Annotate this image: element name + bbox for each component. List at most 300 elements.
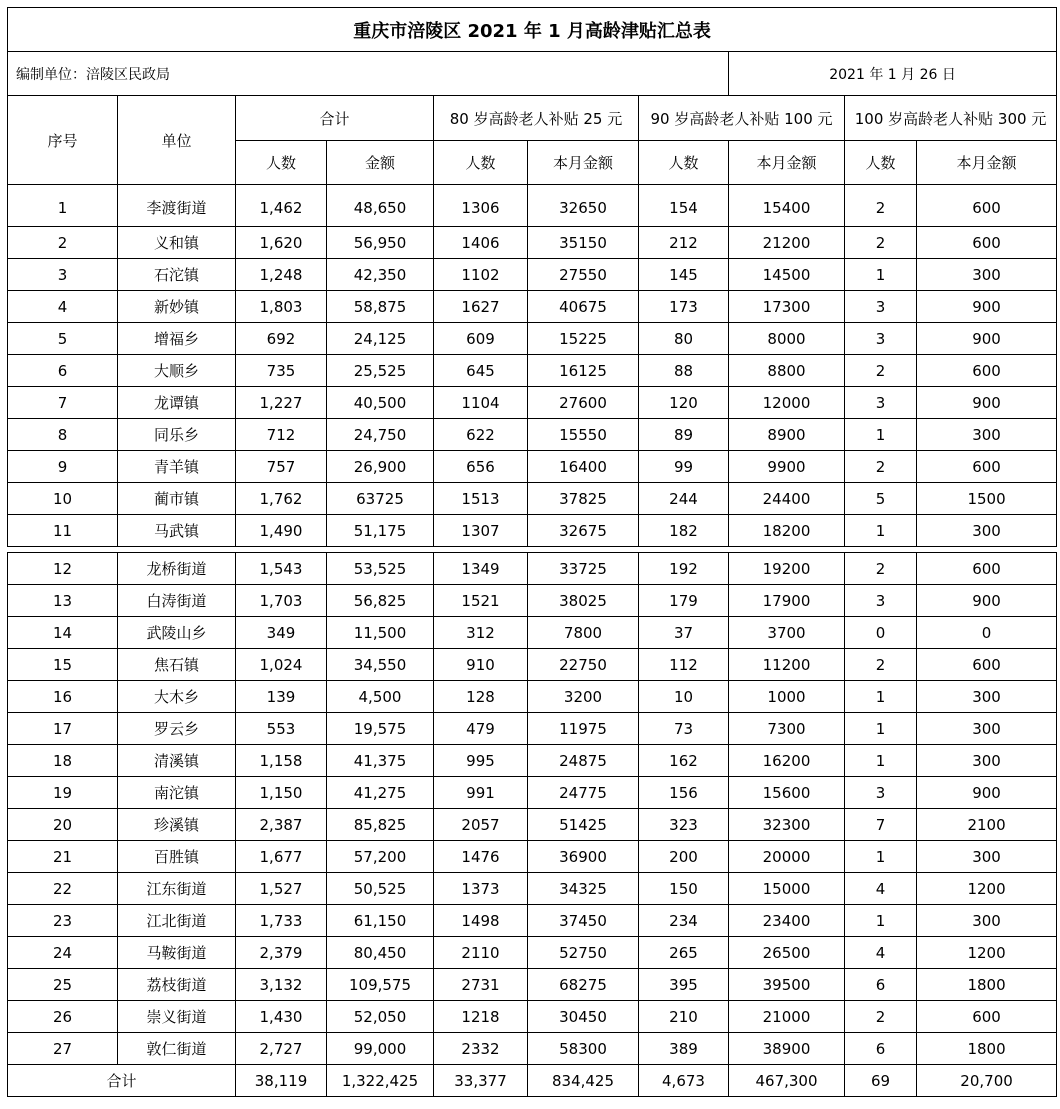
table-cell: 300 (917, 713, 1057, 745)
table-row (8, 681, 1057, 713)
table-cell: 7800 (528, 617, 639, 649)
table-cell: 395 (639, 969, 729, 1001)
table-cell: 1,677 (236, 841, 327, 873)
table-cell: 1349 (434, 553, 528, 585)
table-cell: 34,550 (327, 649, 434, 681)
table-cell: 139 (236, 681, 327, 713)
total-cell: 834,425 (528, 1065, 639, 1097)
table-cell: 30450 (528, 1001, 639, 1033)
table-cell: 江北街道 (118, 905, 236, 937)
table-cell: 24,125 (327, 323, 434, 355)
table-cell: 50,525 (327, 873, 434, 905)
table-cell: 33725 (528, 553, 639, 585)
table-cell: 3700 (729, 617, 845, 649)
table-cell: 37825 (528, 483, 639, 515)
table-cell: 61,150 (327, 905, 434, 937)
table-cell: 4 (845, 873, 917, 905)
table-cell: 24875 (528, 745, 639, 777)
table-cell: 41,375 (327, 745, 434, 777)
table-row (8, 745, 1057, 777)
table-row (8, 809, 1057, 841)
table-cell: 42,350 (327, 259, 434, 291)
table-cell: 龙桥街道 (118, 553, 236, 585)
total-cell: 467,300 (729, 1065, 845, 1097)
table-cell: 1500 (917, 483, 1057, 515)
table-cell: 692 (236, 323, 327, 355)
table-cell: 68275 (528, 969, 639, 1001)
header-seq: 序号 (8, 96, 118, 185)
table-cell: 712 (236, 419, 327, 451)
table-cell: 52750 (528, 937, 639, 969)
table-cell: 57,200 (327, 841, 434, 873)
table-cell: 32300 (729, 809, 845, 841)
table-cell: 910 (434, 649, 528, 681)
table-cell: 2 (8, 227, 118, 259)
table-row (8, 649, 1057, 681)
table-cell: 1 (845, 841, 917, 873)
table-cell: 27 (8, 1033, 118, 1065)
table-cell: 600 (917, 227, 1057, 259)
table-cell: 24775 (528, 777, 639, 809)
table-cell: 6 (845, 1033, 917, 1065)
table-cell: 3,132 (236, 969, 327, 1001)
table-cell: 9900 (729, 451, 845, 483)
table-cell: 389 (639, 1033, 729, 1065)
table-cell: 2110 (434, 937, 528, 969)
table-cell: 234 (639, 905, 729, 937)
table-cell: 900 (917, 323, 1057, 355)
table-cell: 16 (8, 681, 118, 713)
table-row (8, 777, 1057, 809)
table-cell: 2731 (434, 969, 528, 1001)
table-cell: 新妙镇 (118, 291, 236, 323)
table-cell: 312 (434, 617, 528, 649)
table-row (8, 969, 1057, 1001)
table-cell: 1,158 (236, 745, 327, 777)
table-cell: 58300 (528, 1033, 639, 1065)
table-cell: 21000 (729, 1001, 845, 1033)
table-cell: 义和镇 (118, 227, 236, 259)
table-cell: 8900 (729, 419, 845, 451)
table-cell: 600 (917, 553, 1057, 585)
table-cell: 192 (639, 553, 729, 585)
table-cell: 154 (639, 185, 729, 227)
header-90-amount: 本月金额 (729, 141, 845, 185)
table-cell: 9 (8, 451, 118, 483)
table-cell: 1218 (434, 1001, 528, 1033)
table-cell: 15000 (729, 873, 845, 905)
table-cell: 15550 (528, 419, 639, 451)
table-cell: 16400 (528, 451, 639, 483)
table-cell: 1,248 (236, 259, 327, 291)
table-cell: 80,450 (327, 937, 434, 969)
table-cell: 173 (639, 291, 729, 323)
table-cell: 200 (639, 841, 729, 873)
table-cell: 51,175 (327, 515, 434, 547)
table-cell: 2 (845, 355, 917, 387)
table-cell: 2,727 (236, 1033, 327, 1065)
table-cell: 2,387 (236, 809, 327, 841)
table-cell: 53,525 (327, 553, 434, 585)
table-cell: 145 (639, 259, 729, 291)
table-cell: 敦仁街道 (118, 1033, 236, 1065)
table-row (8, 387, 1057, 419)
table-cell: 青羊镇 (118, 451, 236, 483)
table-cell: 1104 (434, 387, 528, 419)
table-cell: 265 (639, 937, 729, 969)
total-cell: 69 (845, 1065, 917, 1097)
table-cell: 900 (917, 387, 1057, 419)
total-cell: 20,700 (917, 1065, 1057, 1097)
table-cell: 41,275 (327, 777, 434, 809)
table-cell: 2 (845, 1001, 917, 1033)
table-cell: 23 (8, 905, 118, 937)
table-cell: 99,000 (327, 1033, 434, 1065)
table-cell: 900 (917, 585, 1057, 617)
total-cell: 33,377 (434, 1065, 528, 1097)
table-cell: 6 (8, 355, 118, 387)
table-cell: 622 (434, 419, 528, 451)
table-cell: 1,620 (236, 227, 327, 259)
header-100: 100 岁高龄老人补贴 300 元 (845, 96, 1057, 141)
table-cell: 600 (917, 355, 1057, 387)
table-cell: 12000 (729, 387, 845, 419)
table-cell: 89 (639, 419, 729, 451)
table-cell: 3 (845, 585, 917, 617)
table-cell: 1,762 (236, 483, 327, 515)
table-cell: 2332 (434, 1033, 528, 1065)
table-cell: 1 (845, 259, 917, 291)
table-cell: 百胜镇 (118, 841, 236, 873)
table-cell: 56,950 (327, 227, 434, 259)
table-cell: 16125 (528, 355, 639, 387)
table-cell: 3 (845, 291, 917, 323)
table-cell: 73 (639, 713, 729, 745)
table-cell: 179 (639, 585, 729, 617)
table-cell: 900 (917, 777, 1057, 809)
table-cell: 3200 (528, 681, 639, 713)
table-cell: 27600 (528, 387, 639, 419)
table-cell: 757 (236, 451, 327, 483)
table-cell: 600 (917, 185, 1057, 227)
table-cell: 162 (639, 745, 729, 777)
table-row (8, 419, 1057, 451)
table-cell: 1,733 (236, 905, 327, 937)
table-cell: 1627 (434, 291, 528, 323)
table-cell: 17300 (729, 291, 845, 323)
table-row (8, 617, 1057, 649)
total-cell: 4,673 (639, 1065, 729, 1097)
table-cell: 2 (845, 451, 917, 483)
header-total: 合计 (236, 96, 434, 141)
table-cell: 清溪镇 (118, 745, 236, 777)
sheet-title: 重庆市涪陵区 2021 年 1 月高龄津贴汇总表 (8, 8, 1057, 52)
table-cell: 991 (434, 777, 528, 809)
subsidy-table (7, 7, 1057, 1097)
table-body-part2 (8, 553, 1057, 1065)
header-80-people: 人数 (434, 141, 528, 185)
table-cell: 300 (917, 681, 1057, 713)
table-row (8, 355, 1057, 387)
table-cell: 江东街道 (118, 873, 236, 905)
table-cell: 1476 (434, 841, 528, 873)
table-row (8, 841, 1057, 873)
table-cell: 479 (434, 713, 528, 745)
table-cell: 罗云乡 (118, 713, 236, 745)
table-cell: 23400 (729, 905, 845, 937)
table-body-part1 (8, 185, 1057, 547)
table-row (8, 185, 1057, 227)
table-cell: 4 (8, 291, 118, 323)
table-cell: 609 (434, 323, 528, 355)
table-cell: 13 (8, 585, 118, 617)
table-row (8, 553, 1057, 585)
table-cell: 1800 (917, 969, 1057, 1001)
table-cell: 15400 (729, 185, 845, 227)
table-cell: 1,024 (236, 649, 327, 681)
table-cell: 735 (236, 355, 327, 387)
table-row (8, 585, 1057, 617)
table-cell: 645 (434, 355, 528, 387)
table-cell: 600 (917, 649, 1057, 681)
table-cell: 22 (8, 873, 118, 905)
table-cell: 1513 (434, 483, 528, 515)
table-cell: 1 (845, 681, 917, 713)
table-cell: 1,703 (236, 585, 327, 617)
table-cell: 88 (639, 355, 729, 387)
table-cell: 14500 (729, 259, 845, 291)
table-cell: 15 (8, 649, 118, 681)
table-row (8, 291, 1057, 323)
table-cell: 182 (639, 515, 729, 547)
table-cell: 崇义街道 (118, 1001, 236, 1033)
table-row (8, 937, 1057, 969)
table-cell: 1 (845, 745, 917, 777)
table-cell: 1521 (434, 585, 528, 617)
table-cell: 56,825 (327, 585, 434, 617)
total-cell: 38,119 (236, 1065, 327, 1097)
table-cell: 22750 (528, 649, 639, 681)
table-cell: 1,227 (236, 387, 327, 419)
table-cell: 19 (8, 777, 118, 809)
table-cell: 17900 (729, 585, 845, 617)
table-cell: 38025 (528, 585, 639, 617)
table-cell: 7 (845, 809, 917, 841)
table-cell: 14 (8, 617, 118, 649)
table-cell: 244 (639, 483, 729, 515)
table-row (8, 1001, 1057, 1033)
table-cell: 焦石镇 (118, 649, 236, 681)
table-cell: 656 (434, 451, 528, 483)
table-cell: 11,500 (327, 617, 434, 649)
table-cell: 8 (8, 419, 118, 451)
table-cell: 27550 (528, 259, 639, 291)
table-cell: 19200 (729, 553, 845, 585)
table-cell: 19,575 (327, 713, 434, 745)
header-90: 90 岁高龄老人补贴 100 元 (639, 96, 845, 141)
table-cell: 1800 (917, 1033, 1057, 1065)
table-cell: 15225 (528, 323, 639, 355)
table-cell: 37450 (528, 905, 639, 937)
report-date: 2021 年 1 月 26 日 (729, 52, 1057, 96)
table-cell: 1102 (434, 259, 528, 291)
table-cell: 1498 (434, 905, 528, 937)
header-unit: 单位 (118, 96, 236, 185)
table-cell: 1306 (434, 185, 528, 227)
table-cell: 1,150 (236, 777, 327, 809)
table-cell: 38900 (729, 1033, 845, 1065)
table-cell: 同乐乡 (118, 419, 236, 451)
table-cell: 1 (845, 419, 917, 451)
table-cell: 3 (845, 777, 917, 809)
header-90-people: 人数 (639, 141, 729, 185)
table-cell: 26 (8, 1001, 118, 1033)
table-cell: 24,750 (327, 419, 434, 451)
table-cell: 4 (845, 937, 917, 969)
table-cell: 21 (8, 841, 118, 873)
table-row (8, 259, 1057, 291)
table-cell: 85,825 (327, 809, 434, 841)
table-cell: 蔺市镇 (118, 483, 236, 515)
table-cell: 35150 (528, 227, 639, 259)
table-cell: 2 (845, 185, 917, 227)
header-total-people: 人数 (236, 141, 327, 185)
table-cell: 26,900 (327, 451, 434, 483)
table-cell: 16200 (729, 745, 845, 777)
table-cell: 300 (917, 515, 1057, 547)
table-cell: 300 (917, 259, 1057, 291)
table-cell: 995 (434, 745, 528, 777)
table-cell: 6 (845, 969, 917, 1001)
table-cell: 李渡街道 (118, 185, 236, 227)
table-cell: 珍溪镇 (118, 809, 236, 841)
table-cell: 323 (639, 809, 729, 841)
subsidy-summary-sheet (7, 7, 1056, 1097)
table-cell: 0 (917, 617, 1057, 649)
table-cell: 11200 (729, 649, 845, 681)
table-cell: 1 (845, 905, 917, 937)
table-cell: 20 (8, 809, 118, 841)
table-cell: 25 (8, 969, 118, 1001)
table-cell: 24400 (729, 483, 845, 515)
table-cell: 36900 (528, 841, 639, 873)
table-cell: 39500 (729, 969, 845, 1001)
table-row (8, 451, 1057, 483)
table-row (8, 227, 1057, 259)
table-cell: 1,430 (236, 1001, 327, 1033)
table-cell: 2057 (434, 809, 528, 841)
table-cell: 32675 (528, 515, 639, 547)
table-cell: 32650 (528, 185, 639, 227)
table-cell: 300 (917, 841, 1057, 873)
table-cell: 40675 (528, 291, 639, 323)
table-cell: 11975 (528, 713, 639, 745)
table-cell: 3 (845, 387, 917, 419)
table-cell: 大顺乡 (118, 355, 236, 387)
table-cell: 1 (8, 185, 118, 227)
table-cell: 马武镇 (118, 515, 236, 547)
header-100-people: 人数 (845, 141, 917, 185)
table-cell: 128 (434, 681, 528, 713)
table-cell: 212 (639, 227, 729, 259)
table-cell: 156 (639, 777, 729, 809)
table-cell: 1307 (434, 515, 528, 547)
table-cell: 48,650 (327, 185, 434, 227)
table-cell: 3 (8, 259, 118, 291)
table-row (8, 873, 1057, 905)
table-cell: 马鞍街道 (118, 937, 236, 969)
table-row (8, 905, 1057, 937)
table-cell: 5 (8, 323, 118, 355)
table-cell: 10 (639, 681, 729, 713)
table-cell: 553 (236, 713, 327, 745)
table-cell: 1,462 (236, 185, 327, 227)
header-total-amount: 金额 (327, 141, 434, 185)
table-cell: 2 (845, 649, 917, 681)
table-row (8, 515, 1057, 547)
table-cell: 900 (917, 291, 1057, 323)
table-cell: 8800 (729, 355, 845, 387)
table-cell: 150 (639, 873, 729, 905)
header-80-amount: 本月金额 (528, 141, 639, 185)
table-cell: 112 (639, 649, 729, 681)
total-row (8, 1065, 1057, 1097)
header-80: 80 岁高龄老人补贴 25 元 (434, 96, 639, 141)
table-cell: 600 (917, 1001, 1057, 1033)
table-row (8, 323, 1057, 355)
table-cell: 99 (639, 451, 729, 483)
table-cell: 58,875 (327, 291, 434, 323)
table-cell: 25,525 (327, 355, 434, 387)
table-cell: 24 (8, 937, 118, 969)
table-cell: 17 (8, 713, 118, 745)
table-cell: 300 (917, 745, 1057, 777)
table-cell: 7 (8, 387, 118, 419)
table-row (8, 483, 1057, 515)
table-cell: 1373 (434, 873, 528, 905)
table-cell: 300 (917, 419, 1057, 451)
table-cell: 7300 (729, 713, 845, 745)
table-cell: 1,490 (236, 515, 327, 547)
table-cell: 52,050 (327, 1001, 434, 1033)
total-cell: 1,322,425 (327, 1065, 434, 1097)
table-cell: 80 (639, 323, 729, 355)
table-cell: 21200 (729, 227, 845, 259)
table-cell: 15600 (729, 777, 845, 809)
table-cell: 石沱镇 (118, 259, 236, 291)
table-cell: 1406 (434, 227, 528, 259)
table-cell: 40,500 (327, 387, 434, 419)
table-cell: 51425 (528, 809, 639, 841)
table-cell: 120 (639, 387, 729, 419)
table-cell: 2 (845, 553, 917, 585)
table-cell: 1,803 (236, 291, 327, 323)
table-cell: 白涛街道 (118, 585, 236, 617)
table-cell: 349 (236, 617, 327, 649)
table-cell: 1 (845, 515, 917, 547)
table-cell: 0 (845, 617, 917, 649)
total-label: 合计 (8, 1065, 236, 1097)
table-cell: 武陵山乡 (118, 617, 236, 649)
table-cell: 5 (845, 483, 917, 515)
table-cell: 2100 (917, 809, 1057, 841)
table-cell: 20000 (729, 841, 845, 873)
table-cell: 4,500 (327, 681, 434, 713)
table-row (8, 1033, 1057, 1065)
table-cell: 37 (639, 617, 729, 649)
table-cell: 大木乡 (118, 681, 236, 713)
table-cell: 12 (8, 553, 118, 585)
